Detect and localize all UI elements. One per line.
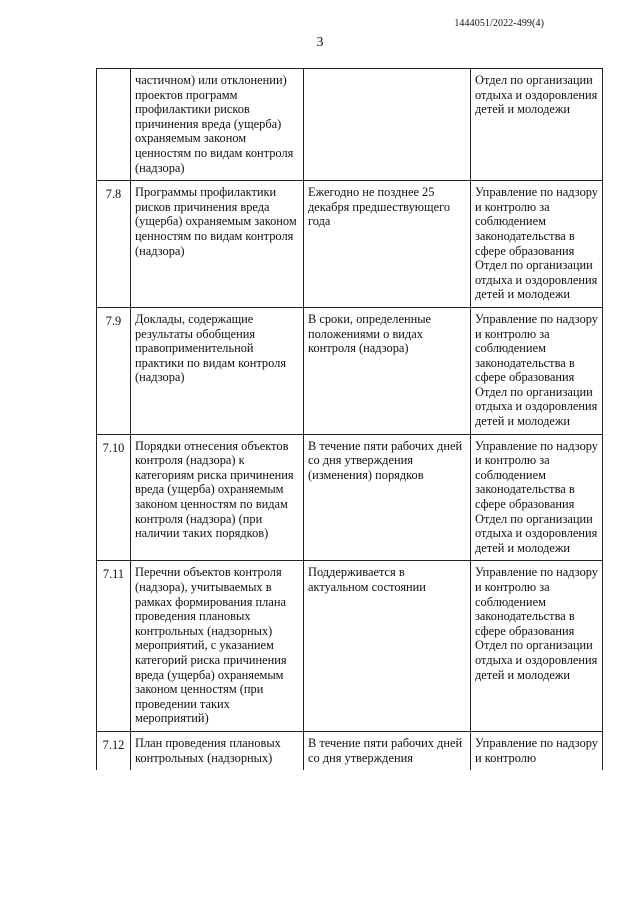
deadline-cell: Поддерживается в актуальном состоянии	[304, 561, 471, 732]
responsible-cell: Управление по надзору и контролю за соблюдением законодательства в сфере образования Отдел по организации отдыха и оздоровления детей и молодежи	[471, 181, 603, 308]
deadline-cell: В течение пяти рабочих дней со дня утверждения	[304, 731, 471, 770]
document-registration-number: 1444051/2022-499(4)	[454, 18, 544, 29]
document-name-cell: частичном) или отклонении) проектов программ профилактики рисков причинения вреда (ущерба) охраняемым законом ценностям по видам контроля (надзора)	[131, 69, 304, 181]
responsible-cell: Отдел по организации отдыха и оздоровления детей и молодежи	[471, 69, 603, 181]
row-number-cell: 7.11	[97, 561, 131, 732]
table-row	[97, 307, 603, 434]
document-name-cell: Перечни объектов контроля (надзора), учитываемых в рамках формирования плана проведения плановых контрольных (надзорных) мероприятий, с указанием категорий риска причинения вреда (ущерба) охраняемым законом ценностям (при проведении таких мероприятий)	[131, 561, 304, 732]
deadline-cell: В сроки, определенные положениями о видах контроля (надзора)	[304, 307, 471, 434]
document-name-cell: Программы профилактики рисков причинения вреда (ущерба) охраняемым законом ценностям по видам контроля (надзора)	[131, 181, 304, 308]
row-number-cell: 7.8	[97, 181, 131, 308]
table-row	[97, 181, 603, 308]
document-name-cell: Порядки отнесения объектов контроля (надзора) к категориям риска причинения вреда (ущерба) охраняемым законом ценностям по видам контроля (надзора) (при наличии таких порядков)	[131, 434, 304, 561]
document-name-cell: План проведения плановых контрольных (надзорных)	[131, 731, 304, 770]
table-row	[97, 69, 603, 181]
page-number: 3	[316, 35, 324, 50]
responsible-cell: Управление по надзору и контролю за соблюдением законодательства в сфере образования Отдел по организации отдыха и оздоровления детей и молодежи	[471, 307, 603, 434]
row-number-cell: 7.10	[97, 434, 131, 561]
table-row	[97, 731, 603, 770]
table-row	[97, 434, 603, 561]
row-number-cell: 7.9	[97, 307, 131, 434]
responsible-cell: Управление по надзору и контролю за соблюдением законодательства в сфере образования Отдел по организации отдыха и оздоровления детей и молодежи	[471, 434, 603, 561]
deadline-cell: В течение пяти рабочих дней со дня утверждения (изменения) порядков	[304, 434, 471, 561]
document-name-cell: Доклады, содержащие результаты обобщения правоприменительной практики по видам контроля (надзора)	[131, 307, 304, 434]
row-number-cell	[97, 69, 131, 181]
table-row	[97, 561, 603, 732]
deadline-cell	[304, 69, 471, 181]
responsible-cell: Управление по надзору и контролю за соблюдением законодательства в сфере образования Отдел по организации отдыха и оздоровления детей и молодежи	[471, 561, 603, 732]
row-number-cell: 7.12	[97, 731, 131, 770]
measures-table	[96, 68, 603, 770]
responsible-cell: Управление по надзору и контролю	[471, 731, 603, 770]
deadline-cell: Ежегодно не позднее 25 декабря предшествующего года	[304, 181, 471, 308]
